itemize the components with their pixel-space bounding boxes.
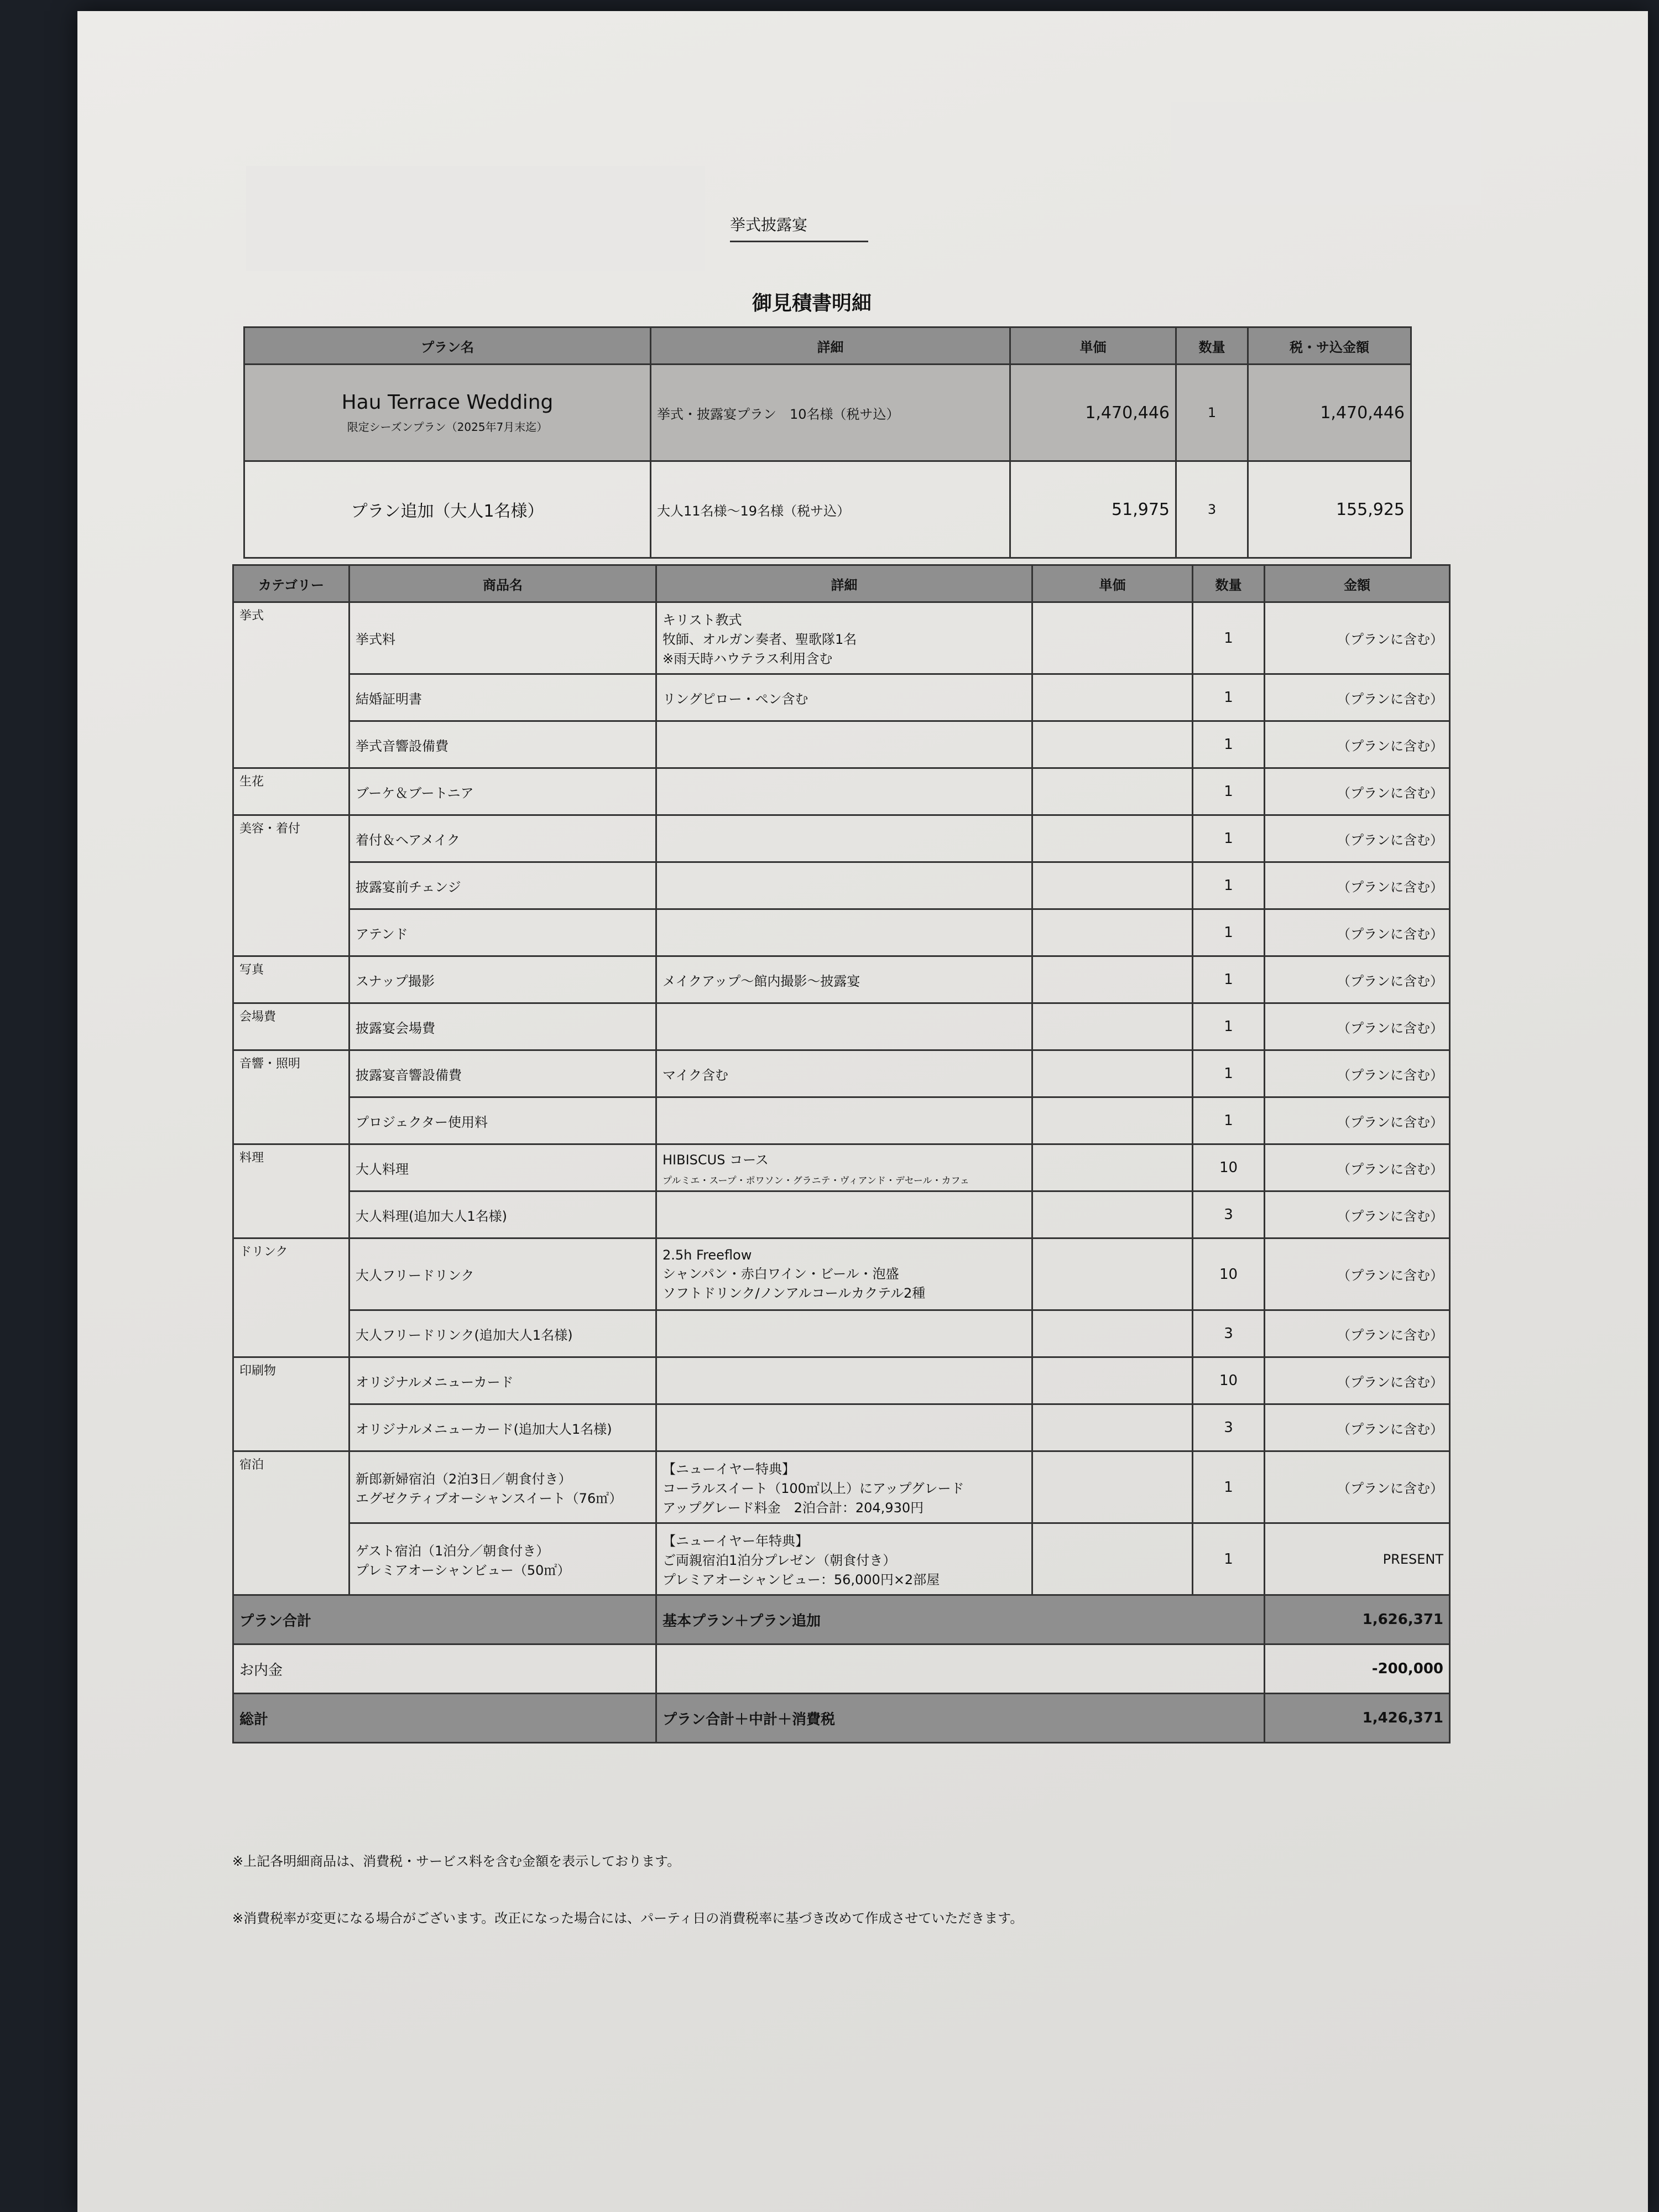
amount: （プランに含む） (1265, 1050, 1450, 1097)
redacted-date-block (1171, 102, 1481, 205)
product-name: オリジナルメニューカード (349, 1357, 656, 1404)
item-detail (656, 956, 1032, 1003)
item-detail (656, 862, 1032, 909)
table-row (233, 602, 1450, 674)
detail-line: 【ニューイヤー特典】 (662, 1461, 795, 1477)
category-cell: 写真 (233, 956, 349, 1003)
unit-price (1032, 909, 1193, 956)
summary-row (233, 1595, 1450, 1644)
item-detail (656, 674, 1032, 721)
plan-amount: 1,470,446 (1248, 365, 1411, 461)
plan-amount: 155,925 (1248, 461, 1411, 558)
detail-line: 【ニューイヤー年特典】 (662, 1533, 808, 1549)
summary-row (233, 1644, 1450, 1694)
summary-amount: -200,000 (1265, 1644, 1450, 1694)
quantity: 1 (1193, 909, 1265, 956)
unit-price (1032, 1404, 1193, 1451)
detail-line: ご両親宿泊1泊分プレゼン（朝食付き） (662, 1553, 896, 1568)
item-detail (656, 1238, 1032, 1310)
unit-price (1032, 1451, 1193, 1523)
items-col-header: 単価 (1032, 565, 1193, 602)
items-col-header: 商品名 (349, 565, 656, 602)
item-detail (656, 768, 1032, 815)
table-row (233, 1191, 1450, 1238)
plan-detail: 大人11名様〜19名様（税サ込） (651, 461, 1010, 558)
plan-row (244, 461, 1411, 558)
product-name: オリジナルメニューカード(追加大人1名様) (349, 1404, 656, 1451)
product-name: 披露宴前チェンジ (349, 862, 656, 909)
category-cell: 挙式 (233, 602, 349, 768)
plan-qty: 3 (1176, 461, 1248, 558)
plan-col-header: プラン名 (244, 327, 651, 365)
detail-line: プレミアオーシャンビュー：56,000円×2部屋 (662, 1572, 940, 1588)
items-col-header: 数量 (1193, 565, 1265, 602)
header-label: 挙式披露宴 (730, 213, 868, 242)
category-cell: 印刷物 (233, 1357, 349, 1451)
detail-line: メイクアップ〜館内撮影〜披露宴 (662, 973, 860, 989)
unit-price (1032, 1310, 1193, 1357)
plan-name: プラン追加（大人1名様） (244, 461, 651, 558)
items-col-header: 詳細 (656, 565, 1032, 602)
category-cell: 美容・着付 (233, 815, 349, 956)
amount: （プランに含む） (1265, 1404, 1450, 1451)
quantity: 1 (1193, 956, 1265, 1003)
item-detail (656, 1050, 1032, 1097)
table-row (233, 1404, 1450, 1451)
detail-line: ソフトドリンク/ノンアルコールカクテル2種 (662, 1285, 926, 1301)
plan-detail: 挙式・披露宴プラン 10名様（税サ込） (651, 365, 1010, 461)
quantity: 1 (1193, 862, 1265, 909)
detail-line: キリスト教式 (662, 612, 742, 628)
unit-price (1032, 1357, 1193, 1404)
product-name: 大人フリードリンク (349, 1238, 656, 1310)
table-row (233, 1097, 1450, 1144)
category-cell: 会場費 (233, 1003, 349, 1050)
detail-line: シャンパン・赤白ワイン・ビール・泡盛 (662, 1266, 899, 1282)
unit-price (1032, 721, 1193, 768)
product-name: ブーケ＆ブートニア (349, 768, 656, 815)
amount: （プランに含む） (1265, 1144, 1450, 1191)
summary-detail: プラン合計＋中計＋消費税 (656, 1694, 1265, 1743)
category-cell: 音響・照明 (233, 1050, 349, 1144)
product-name: 新郎新婦宿泊（2泊3日／朝食付き） エグゼクティブオーシャンスイート（76㎡） (349, 1451, 656, 1523)
plan-col-header: 税・サ込金額 (1248, 327, 1411, 365)
summary-detail (656, 1644, 1265, 1694)
product-name: 大人フリードリンク(追加大人1名様) (349, 1310, 656, 1357)
document-title: 御見積書明細 (752, 292, 872, 315)
unit-price (1032, 862, 1193, 909)
unit-price (1032, 1191, 1193, 1238)
detail-line: ※雨天時ハウテラス利用含む (662, 651, 833, 667)
product-name: 大人料理(追加大人1名様) (349, 1191, 656, 1238)
amount: （プランに含む） (1265, 956, 1450, 1003)
amount: （プランに含む） (1265, 1310, 1450, 1357)
item-detail (656, 1451, 1032, 1523)
quantity: 10 (1193, 1357, 1265, 1404)
quantity: 1 (1193, 602, 1265, 674)
footnote: ※消費税率が変更になる場合がございます。改正になった場合には、パーティ日の消費税率に基づき改めて作成させていただきます。 (232, 1911, 1024, 1926)
items-table (232, 564, 1451, 1743)
summary-amount: 1,626,371 (1265, 1595, 1450, 1644)
item-detail (656, 1310, 1032, 1357)
detail-line: マイク含む (662, 1067, 729, 1083)
amount: （プランに含む） (1265, 909, 1450, 956)
detail-line: リングピロー・ペン含む (662, 691, 808, 707)
items-col-header: 金額 (1265, 565, 1450, 602)
unit-price (1032, 674, 1193, 721)
unit-price (1032, 602, 1193, 674)
detail-line: アップグレード料金 2泊合計：204,930円 (662, 1500, 924, 1516)
quantity: 10 (1193, 1144, 1265, 1191)
item-detail (656, 721, 1032, 768)
quantity: 1 (1193, 1003, 1265, 1050)
amount: （プランに含む） (1265, 862, 1450, 909)
plan-unit-price: 51,975 (1010, 461, 1176, 558)
product-name: 着付＆ヘアメイク (349, 815, 656, 862)
unit-price (1032, 1238, 1193, 1310)
table-row (233, 768, 1450, 815)
plan-table (243, 326, 1412, 559)
table-row (233, 1003, 1450, 1050)
amount: （プランに含む） (1265, 1191, 1450, 1238)
quantity: 1 (1193, 1050, 1265, 1097)
quantity: 1 (1193, 768, 1265, 815)
table-row (233, 674, 1450, 721)
plan-row (244, 365, 1411, 461)
product-name: スナップ撮影 (349, 956, 656, 1003)
footnote: ※上記各明細商品は、消費税・サービス料を含む金額を表示しております。 (232, 1854, 681, 1869)
unit-price (1032, 768, 1193, 815)
product-name: アテンド (349, 909, 656, 956)
item-detail (656, 1003, 1032, 1050)
category-cell: ドリンク (233, 1238, 349, 1357)
quantity: 3 (1193, 1404, 1265, 1451)
table-row (233, 1357, 1450, 1404)
category-cell: 料理 (233, 1144, 349, 1238)
quantity: 1 (1193, 674, 1265, 721)
quantity: 1 (1193, 1523, 1265, 1595)
category-cell: 生花 (233, 768, 349, 815)
plan-col-header: 単価 (1010, 327, 1176, 365)
unit-price (1032, 815, 1193, 862)
item-detail (656, 1191, 1032, 1238)
amount: （プランに含む） (1265, 1097, 1450, 1144)
product-name: 挙式音響設備費 (349, 721, 656, 768)
redacted-name-block (246, 166, 705, 271)
table-row (233, 956, 1450, 1003)
product-name: プロジェクター使用料 (349, 1097, 656, 1144)
amount: PRESENT (1265, 1523, 1450, 1595)
table-row (233, 721, 1450, 768)
detail-line: 2.5h Freeflow (662, 1247, 752, 1263)
detail-line: HIBISCUS コース (662, 1152, 769, 1168)
summary-label: お内金 (233, 1644, 656, 1694)
unit-price (1032, 956, 1193, 1003)
amount: （プランに含む） (1265, 1238, 1450, 1310)
plan-qty: 1 (1176, 365, 1248, 461)
product-name: 披露宴音響設備費 (349, 1050, 656, 1097)
quantity: 10 (1193, 1238, 1265, 1310)
amount: （プランに含む） (1265, 1003, 1450, 1050)
amount: （プランに含む） (1265, 1451, 1450, 1523)
table-row (233, 1310, 1450, 1357)
quantity: 1 (1193, 1097, 1265, 1144)
summary-row (233, 1694, 1450, 1743)
quantity: 1 (1193, 721, 1265, 768)
plan-name: Hau Terrace Wedding (341, 391, 554, 414)
quantity: 3 (1193, 1310, 1265, 1357)
amount: （プランに含む） (1265, 815, 1450, 862)
item-detail (656, 815, 1032, 862)
plan-unit-price: 1,470,446 (1010, 365, 1176, 461)
item-detail (656, 602, 1032, 674)
quantity: 1 (1193, 815, 1265, 862)
item-detail (656, 1523, 1032, 1595)
table-row (233, 1451, 1450, 1523)
product-name: 挙式料 (349, 602, 656, 674)
unit-price (1032, 1523, 1193, 1595)
amount: （プランに含む） (1265, 674, 1450, 721)
item-detail (656, 1404, 1032, 1451)
item-detail (656, 909, 1032, 956)
unit-price (1032, 1097, 1193, 1144)
unit-price (1032, 1050, 1193, 1097)
plan-col-header: 数量 (1176, 327, 1248, 365)
category-cell: 宿泊 (233, 1451, 349, 1595)
detail-line: プルミエ・スープ・ポワソン・グラニテ・ヴィアンド・デセール・カフェ (662, 1175, 969, 1186)
quantity: 1 (1193, 1451, 1265, 1523)
table-row (233, 862, 1450, 909)
product-name: 結婚証明書 (349, 674, 656, 721)
plan-name-cell (244, 365, 651, 461)
amount: （プランに含む） (1265, 721, 1450, 768)
plan-subtitle: 限定シーズンプラン（2025年7月末迄） (347, 420, 548, 434)
plan-col-header: 詳細 (651, 327, 1010, 365)
summary-label: 総計 (233, 1694, 656, 1743)
amount: （プランに含む） (1265, 602, 1450, 674)
detail-line: 牧師、オルガン奏者、聖歌隊1名 (662, 632, 857, 647)
quantity: 3 (1193, 1191, 1265, 1238)
items-col-header: カテゴリー (233, 565, 349, 602)
product-name: ゲスト宿泊（1泊分／朝食付き） プレミアオーシャンビュー（50㎡） (349, 1523, 656, 1595)
table-row (233, 1144, 1450, 1191)
table-row (233, 909, 1450, 956)
items-body (233, 602, 1450, 1595)
table-row (233, 1238, 1450, 1310)
unit-price (1032, 1144, 1193, 1191)
item-detail (656, 1357, 1032, 1404)
amount: （プランに含む） (1265, 768, 1450, 815)
summary-amount: 1,426,371 (1265, 1694, 1450, 1743)
table-row (233, 1523, 1450, 1595)
product-name: 披露宴会場費 (349, 1003, 656, 1050)
table-row (233, 815, 1450, 862)
amount: （プランに含む） (1265, 1357, 1450, 1404)
detail-line: コーラルスイート（100㎡以上）にアップグレード (662, 1481, 964, 1496)
product-name: 大人料理 (349, 1144, 656, 1191)
summary-label: プラン合計 (233, 1595, 656, 1644)
unit-price (1032, 1003, 1193, 1050)
table-row (233, 1050, 1450, 1097)
summary-body (233, 1595, 1450, 1743)
item-detail (656, 1097, 1032, 1144)
item-detail (656, 1144, 1032, 1191)
summary-detail: 基本プラン＋プラン追加 (656, 1595, 1265, 1644)
